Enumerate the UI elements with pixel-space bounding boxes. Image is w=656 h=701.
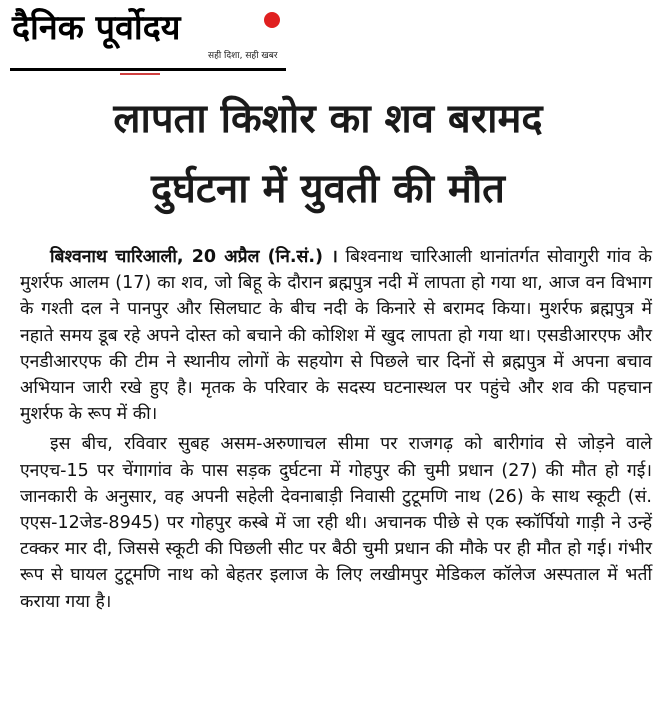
masthead-subrule: [120, 73, 160, 75]
newspaper-tagline: सही दिशा, सही खबर: [208, 51, 278, 61]
news-story-body: [20, 244, 652, 615]
masthead-rule: [10, 68, 286, 71]
story-paragraph-1: [20, 244, 652, 427]
headline-primary: लापता किशोर का शव बरामद: [113, 96, 543, 142]
newspaper-masthead: [10, 6, 286, 72]
headline-secondary: दुर्घटना में युवती की मौत: [151, 166, 505, 212]
story-paragraph-1-text: बिश्वनाथ चारिआली थानांतर्गत सोवागुरी गांव के मुशर्रफ आलम (17) का शव, जो बिहू के दौरान ब्रह्मपुत्र नदी में लापता हो गया था, आज वन विभाग के गश्ती दल ने पानपुर और सिलघाट के बीच नदी के किनारे से बरामद किया। मुशर्रफ ब्रह्मपुत्र में नहाते समय डूब रहे अपने दोस्त को बचाने की कोशिश में खुद लापता हो गया था। एसडीआरएफ और एनडीआरएफ की टीम ने स्थानीय लोगों के सहयोग से पिछले चार दिनों से ब्रह्मपुत्र में अपना बचाव अभियान जारी रखे हुए है। मृतक के परिवार के सदस्य घटनास्थल पर पहुंचे और शव की पहचान मुशर्रफ के रूप में की।: [20, 247, 652, 425]
story-paragraph-2: इस बीच, रविवार सुबह असम-अरुणाचल सीमा पर राजगढ़ को बारीगांव से जोड़ने वाले एनएच-15 पर चेंगागांव के पास सड़क दुर्घटना में गोहपुर की चुमी प्रधान (27) की मौत हो गई। जानकारी के अनुसार, वह अपनी सहेली देवनाबाड़ी निवासी टुटूमणि नाथ (26) के साथ स्कूटी (सं. एएस-12जेड-8945) पर गोहपुर कस्बे में जा रही थी। अचानक पीछे से एक स्कॉर्पियो गाड़ी ने उन्हें टक्कर मार दी, जिससे स्कूटी की पिछली सीट पर बैठी चुमी प्रधान की मौके पर ही मौत हो गई। गंभीर रूप से घायल टुटूमणि नाथ को बेहतर इलाज के लिए लखीमपुर मेडिकल कॉलेज अस्पताल में भर्ती कराया गया है।: [20, 434, 652, 612]
story-dateline: बिश्वनाथ चारिआली, 20 अप्रैल (नि.सं.) ।: [50, 247, 338, 267]
newspaper-title: दैनिक पूर्वोदय: [12, 8, 181, 48]
masthead-red-dot-icon: [264, 12, 280, 28]
